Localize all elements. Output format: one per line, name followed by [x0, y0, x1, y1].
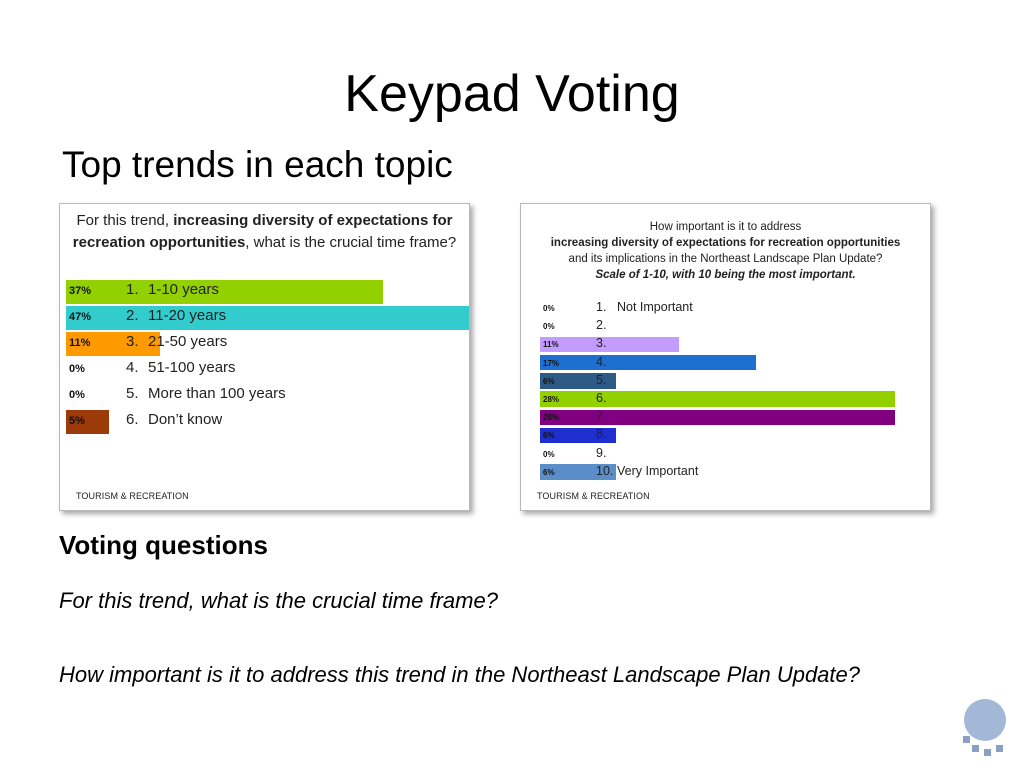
chart1-category-number-3: 3. [126, 333, 139, 350]
voting-questions-heading: Voting questions [59, 530, 268, 560]
voting-question-time-frame: For this trend, what is the crucial time frame? [59, 588, 498, 613]
chart2-value-label-6: 28% [543, 395, 560, 404]
chart2-category-number-2: 2. [596, 318, 607, 333]
importance-question [527, 219, 924, 283]
importance-question-line3: and its implications in the Northeast Landscape Plan Update? [568, 253, 883, 265]
chart2-bar-7 [540, 410, 895, 426]
chart1-value-label-5: 0% [69, 389, 85, 401]
chart1-category-label-4 [126, 359, 236, 376]
chart1-category-number-1: 1. [126, 281, 139, 298]
chart2-value-label-1: 0% [543, 304, 555, 313]
chart2-category-label-5 [596, 373, 617, 387]
chart1-category-text-1: 1-10 years [148, 281, 219, 298]
chart2-value-label-2: 0% [543, 322, 555, 332]
chart2-bar-4 [540, 355, 756, 371]
chart2-category-number-3: 3. [596, 336, 607, 351]
chart2-category-label-2 [596, 318, 617, 332]
chart1-category-text-6: Don’t know [148, 411, 223, 428]
chart2-category-number-7: 7. [596, 409, 607, 424]
chart1-value-label-4: 0% [69, 363, 85, 375]
chart2-category-number-5: 5. [596, 372, 607, 387]
chart1-category-text-5: More than 100 years [148, 385, 286, 402]
chart1-category-text-3: 21-50 years [148, 333, 228, 350]
chart1-category-label-2 [126, 307, 226, 324]
chart1-value-label-1: 37% [69, 285, 92, 297]
decorative-square-4 [996, 745, 1003, 752]
time-frame-question-post: , what is the crucial time frame? [245, 233, 457, 251]
decorative-square-2 [972, 745, 979, 752]
chart1-category-label-3 [126, 333, 227, 350]
time-frame-chart-panel [59, 203, 470, 511]
importance-question-line2: increasing diversity of expectations for recreation opportunities [550, 237, 901, 249]
chart2-value-label-9: 0% [543, 449, 555, 459]
chart2-category-label-6 [596, 391, 617, 405]
decorative-square-3 [984, 749, 991, 756]
slide-title: Keypad Voting [344, 65, 680, 123]
time-frame-question [72, 210, 457, 253]
slide-subtitle: Top trends in each topic [62, 144, 453, 185]
chart2-category-number-8: 8. [596, 427, 607, 442]
importance-question-line1: How important is it to address [649, 221, 802, 233]
chart2-category-number-10: 10. [596, 463, 614, 478]
chart1-category-number-6: 6. [126, 411, 139, 428]
chart2-value-label-4: 17% [543, 358, 560, 368]
chart2-category-label-7 [596, 409, 617, 423]
chart2-category-label-3 [596, 336, 617, 350]
importance-question-scale: Scale of 1-10, with 10 being the most important. [595, 269, 856, 281]
decorative-square-1 [963, 736, 970, 743]
time-frame-footer: TOURISM & RECREATION [76, 491, 189, 501]
chart1-value-label-3: 11% [69, 337, 91, 349]
importance-chart-panel [520, 203, 931, 511]
chart1-value-label-2: 47% [69, 311, 92, 323]
chart2-value-label-7: 28% [543, 413, 560, 423]
chart1-category-label-1 [126, 281, 219, 298]
chart2-category-text-10: Very Important [617, 463, 699, 478]
chart1-value-label-6: 5% [69, 415, 85, 427]
chart2-category-label-9 [596, 446, 617, 460]
chart2-category-label-8 [596, 427, 617, 441]
chart2-category-number-6: 6. [596, 391, 607, 405]
importance-footer: TOURISM & RECREATION [537, 491, 650, 501]
chart1-category-label-5 [126, 385, 286, 402]
chart2-category-label-1 [596, 300, 693, 314]
decorative-circle [964, 699, 1006, 741]
chart1-category-number-2: 2. [126, 307, 139, 324]
chart2-value-label-10: 6% [543, 467, 555, 477]
time-frame-question-pre: For this trend, [76, 212, 174, 229]
chart2-category-text-1: Not Important [617, 300, 693, 314]
chart2-value-label-3: 11% [543, 340, 559, 350]
chart2-category-label-4 [596, 355, 617, 369]
chart2-category-label-10 [596, 464, 698, 478]
chart2-bar-6 [540, 391, 895, 407]
voting-question-importance: How important is it to address this trend in the Northeast Landscape Plan Update? [59, 662, 861, 687]
chart2-category-number-4: 4. [596, 354, 607, 369]
chart1-category-label-6 [126, 411, 222, 428]
chart2-value-label-5: 6% [543, 376, 555, 386]
chart1-category-text-2: 11-20 years [148, 307, 227, 324]
chart1-bar-1 [66, 280, 383, 304]
chart1-category-number-5: 5. [126, 385, 139, 402]
time-frame-question-bold: increasing diversity of expectations for recreation opportunities [72, 212, 453, 251]
chart1-category-text-4: 51-100 years [148, 359, 236, 376]
chart2-value-label-8: 6% [543, 431, 555, 441]
chart1-category-number-4: 4. [126, 359, 139, 376]
chart2-category-number-9: 9. [596, 445, 607, 460]
chart2-category-number-1: 1. [596, 300, 607, 314]
